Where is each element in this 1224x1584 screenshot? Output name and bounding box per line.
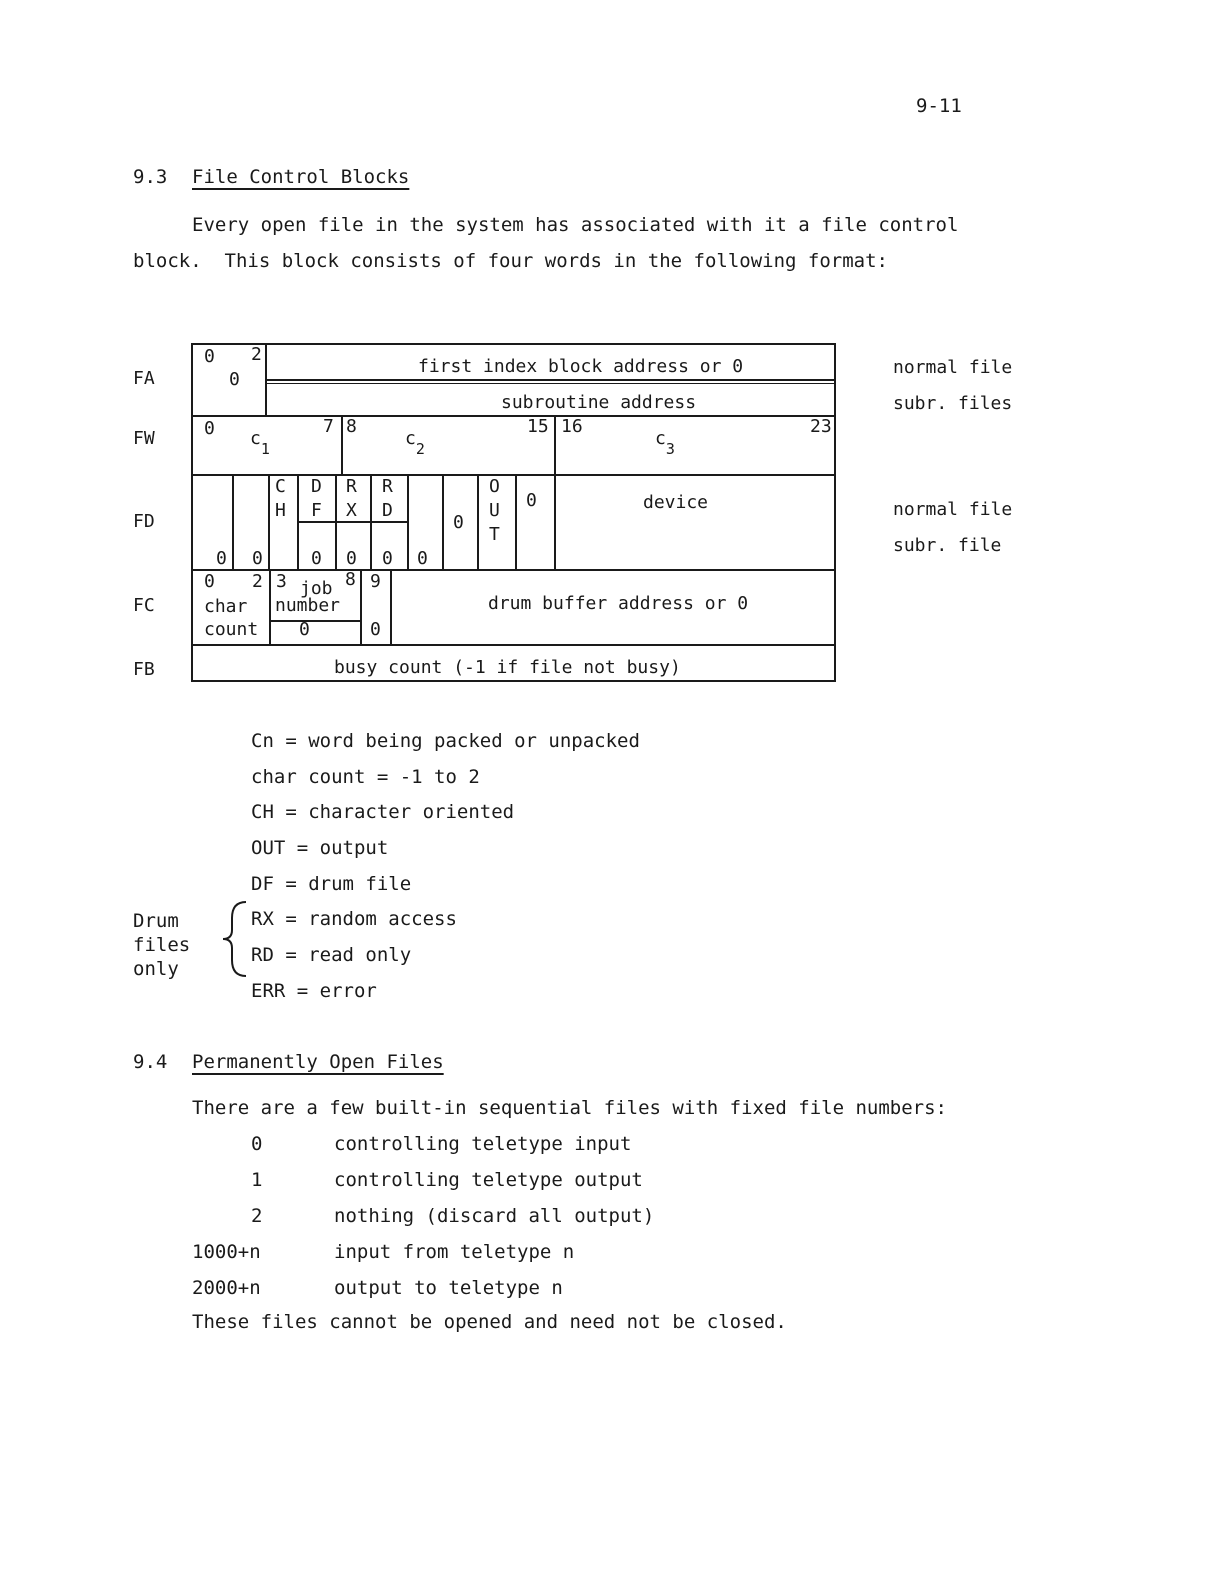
fw-bit-23: 23 bbox=[810, 416, 832, 437]
fc-div-9 bbox=[360, 569, 362, 645]
frame-left bbox=[191, 343, 193, 682]
frame-right bbox=[834, 343, 836, 682]
fd-ch-c: C bbox=[275, 476, 286, 497]
fb-busy-count: busy count (-1 if file not busy) bbox=[334, 657, 681, 678]
fc-zero-job: 0 bbox=[299, 619, 310, 640]
row-label-fa: FA bbox=[133, 368, 155, 389]
fc-job-line bbox=[269, 620, 360, 622]
fd-out-t: T bbox=[489, 524, 500, 545]
page-number: 9-11 bbox=[916, 95, 962, 117]
paragraph-line: block. This block consists of four words in the following format: bbox=[133, 250, 888, 272]
legend-item: RD = read only bbox=[251, 944, 412, 966]
fd-device: device bbox=[643, 492, 709, 513]
fw-bit-15: 15 bbox=[527, 416, 549, 437]
section-number: 9.4 bbox=[133, 1051, 168, 1073]
fc-char: char bbox=[204, 596, 248, 617]
fc-drum-buffer: drum buffer address or 0 bbox=[488, 593, 749, 614]
legend-item: CH = character oriented bbox=[251, 801, 515, 823]
fd-div-a bbox=[232, 474, 234, 570]
file-description: input from teletype n bbox=[334, 1241, 575, 1263]
fd-rd-d: D bbox=[382, 500, 393, 521]
legend-item: OUT = output bbox=[251, 837, 389, 859]
legend-item: Cn = word being packed or unpacked bbox=[251, 730, 640, 752]
fw-div-8 bbox=[341, 415, 343, 475]
fd-note-subr: subr. file bbox=[893, 535, 1002, 556]
fa-bit-2: 2 bbox=[251, 344, 262, 365]
fd-mid-zero: 0 bbox=[453, 512, 464, 533]
fd-df-f: F bbox=[311, 500, 322, 521]
fa-mid-line-2 bbox=[265, 383, 836, 384]
row-label-fc: FC bbox=[133, 595, 155, 616]
fd-zero: 0 bbox=[311, 548, 322, 569]
fc-div-drum bbox=[390, 569, 392, 645]
legend-item: RX = random access bbox=[251, 908, 457, 930]
fd-zero: 0 bbox=[346, 548, 357, 569]
fc-count: count bbox=[204, 619, 259, 640]
file-description: nothing (discard all output) bbox=[334, 1205, 655, 1227]
file-number: 2000+n bbox=[192, 1277, 261, 1299]
fd-div-j bbox=[554, 474, 556, 570]
drum-note-line: Drum bbox=[133, 910, 179, 932]
fd-zero: 0 bbox=[417, 548, 428, 569]
file-number: 1 bbox=[251, 1169, 263, 1191]
fd-div-g bbox=[442, 474, 444, 570]
fa-zero: 0 bbox=[229, 369, 240, 390]
fc-bit-9: 9 bbox=[370, 571, 381, 592]
section-intro: There are a few built-in sequential files with fixed file numbers: bbox=[192, 1097, 947, 1119]
section-title: Permanently Open Files bbox=[192, 1051, 444, 1073]
fa-first-index: first index block address or 0 bbox=[418, 356, 744, 377]
paragraph-line: Every open file in the system has associated with it a file control bbox=[192, 214, 959, 236]
file-description: controlling teletype input bbox=[334, 1133, 632, 1155]
fw-c3: $c_3$ bbox=[655, 428, 675, 458]
fb-top bbox=[191, 644, 836, 646]
fd-zero: 0 bbox=[382, 548, 393, 569]
fd-rd-r: R bbox=[382, 476, 393, 497]
fd-zero: 0 bbox=[216, 548, 227, 569]
fw-top bbox=[191, 415, 836, 417]
fc-top bbox=[191, 569, 836, 571]
section-title: File Control Blocks bbox=[192, 166, 410, 188]
fd-out-o: O bbox=[489, 476, 500, 497]
brace-icon bbox=[218, 900, 250, 978]
legend-item: ERR = error bbox=[251, 980, 377, 1002]
legend-item: char count = -1 to 2 bbox=[251, 766, 480, 788]
fa-bit-0: 0 bbox=[204, 346, 215, 367]
fd-div-b bbox=[268, 474, 270, 570]
file-number: 1000+n bbox=[192, 1241, 261, 1263]
fw-bit-7: 7 bbox=[323, 416, 334, 437]
fc-bit-3: 3 bbox=[276, 571, 287, 592]
file-description: output to teletype n bbox=[334, 1277, 563, 1299]
fd-rx-r: R bbox=[346, 476, 357, 497]
fa-note-normal: normal file bbox=[893, 357, 1013, 378]
fc-bit-2: 2 bbox=[252, 571, 263, 592]
fw-c2: $c_2$ bbox=[405, 428, 425, 458]
section-number: 9.3 bbox=[133, 166, 168, 188]
fw-bit-0: 0 bbox=[204, 418, 215, 439]
fc-zero-9: 0 bbox=[370, 619, 381, 640]
fd-rx-x: X bbox=[346, 500, 357, 521]
row-label-fw: FW bbox=[133, 428, 155, 449]
fd-div-h bbox=[477, 474, 479, 570]
fd-div-i bbox=[515, 474, 517, 570]
fc-job: job bbox=[300, 578, 333, 599]
fd-top bbox=[191, 474, 836, 476]
fc-bit-0: 0 bbox=[204, 571, 215, 592]
fa-mid-line bbox=[265, 379, 836, 381]
file-number: 0 bbox=[251, 1133, 263, 1155]
fd-ch-h: H bbox=[275, 500, 286, 521]
fw-bit-16: 16 bbox=[561, 416, 583, 437]
fc-bit-8: 8 bbox=[345, 569, 356, 590]
fd-div-f bbox=[407, 474, 409, 570]
row-label-fb: FB bbox=[133, 659, 155, 680]
drum-note-line: files bbox=[133, 934, 191, 956]
closing-sentence: These files cannot be opened and need not be closed. bbox=[192, 1311, 787, 1333]
fd-out-u: U bbox=[489, 500, 500, 521]
fc-div-3 bbox=[269, 569, 271, 645]
fc-number: number bbox=[275, 595, 341, 616]
fd-df-d: D bbox=[311, 476, 322, 497]
file-description: controlling teletype output bbox=[334, 1169, 643, 1191]
fd-inner-line bbox=[297, 521, 407, 523]
file-number: 2 bbox=[251, 1205, 263, 1227]
fd-note-normal: normal file bbox=[893, 499, 1013, 520]
fd-zero-after-out: 0 bbox=[526, 490, 537, 511]
frame-top bbox=[191, 343, 836, 345]
row-label-fd: FD bbox=[133, 511, 155, 532]
drum-note-line: only bbox=[133, 958, 179, 980]
fd-zero: 0 bbox=[252, 548, 263, 569]
frame-bottom bbox=[191, 680, 836, 682]
fw-bit-8: 8 bbox=[346, 416, 357, 437]
fw-c1: $c_1$ bbox=[250, 428, 270, 458]
fw-div-16 bbox=[554, 415, 556, 475]
fa-subroutine: subroutine address bbox=[501, 392, 697, 413]
fa-note-subr: subr. files bbox=[893, 393, 1013, 414]
legend-item: DF = drum file bbox=[251, 873, 412, 895]
